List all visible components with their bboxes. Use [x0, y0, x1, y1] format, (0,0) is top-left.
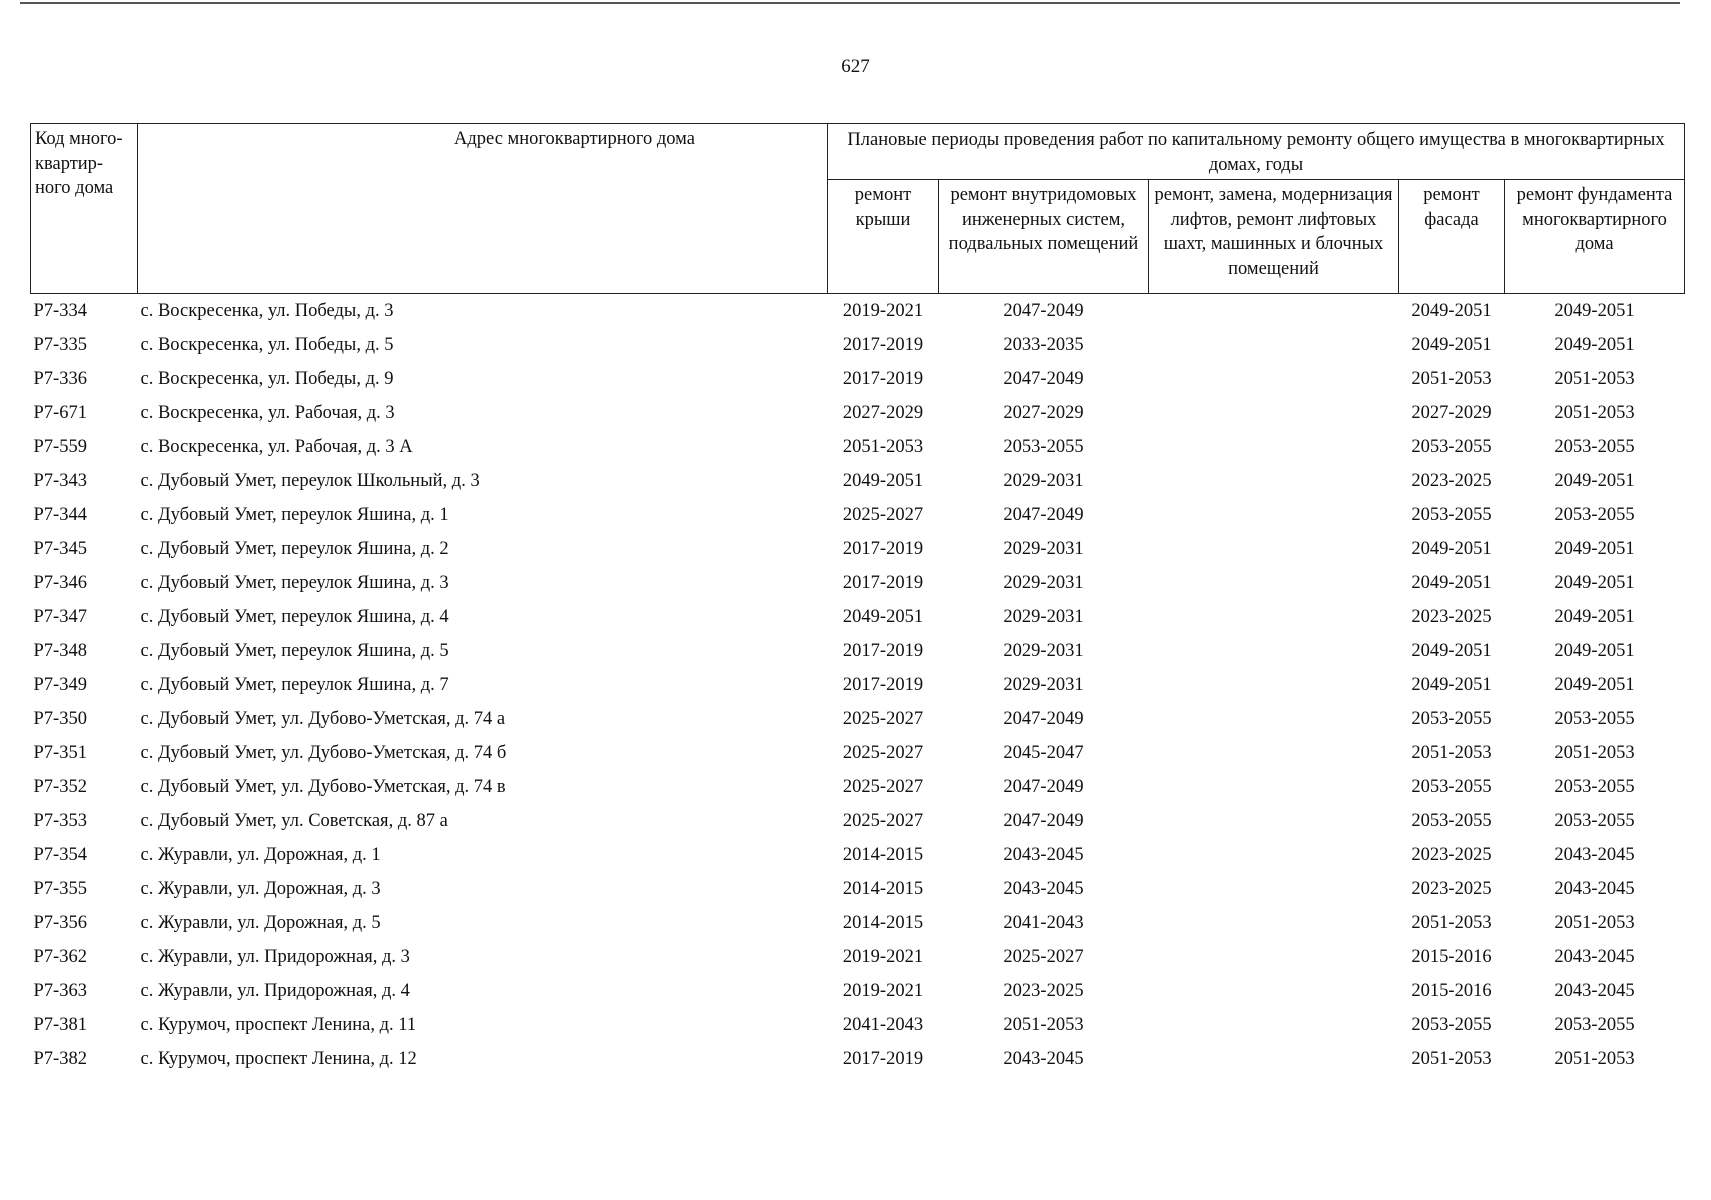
- cell-facade: 2023-2025: [1411, 878, 1492, 899]
- cell-engineering: 2025-2027: [1003, 946, 1084, 967]
- cell-foundation: 2049-2051: [1554, 674, 1635, 695]
- table-row: [31, 906, 1685, 940]
- cell-address: с. Дубовый Умет, переулок Яшина, д. 4: [140, 606, 449, 627]
- cell-roof: 2017-2019: [842, 640, 924, 661]
- cell-address: с. Журавли, ул. Придорожная, д. 3: [140, 946, 410, 967]
- cell-code: P7-335: [33, 334, 87, 355]
- cell-code: P7-349: [33, 674, 87, 695]
- cell-code: P7-381: [33, 1014, 87, 1035]
- cell-facade: 2049-2051: [1411, 674, 1492, 695]
- table-row: [31, 1042, 1685, 1076]
- cell-facade: 2049-2051: [1411, 640, 1492, 661]
- cell-elevators: [1149, 668, 1399, 702]
- cell-facade: 2051-2053: [1411, 368, 1492, 389]
- cell-address: с. Журавли, ул. Дорожная, д. 3: [140, 878, 381, 899]
- cell-code: P7-353: [33, 810, 87, 831]
- cell-roof: 2019-2021: [842, 946, 924, 967]
- table-row: [31, 430, 1685, 464]
- cell-elevators: [1149, 328, 1399, 362]
- cell-foundation: 2043-2045: [1554, 980, 1635, 1001]
- cell-engineering: 2047-2049: [1003, 776, 1084, 797]
- cell-code: P7-336: [33, 368, 87, 389]
- cell-foundation: 2043-2045: [1554, 844, 1635, 865]
- header-periods-group: Плановые периоды проведения работ по капитальному ремонту общего имущества в многоквартирных домах, годы: [828, 124, 1685, 180]
- cell-roof: 2019-2021: [842, 980, 924, 1001]
- cell-roof: 2025-2027: [842, 810, 924, 831]
- cell-code: P7-350: [33, 708, 87, 729]
- cell-foundation: 2049-2051: [1554, 640, 1635, 661]
- cell-address: с. Журавли, ул. Дорожная, д. 5: [140, 912, 381, 933]
- cell-elevators: [1149, 736, 1399, 770]
- cell-code: P7-348: [33, 640, 87, 661]
- header-engineering: ремонт внутридомовых инженерных систем, подвальных помещений: [939, 180, 1149, 294]
- header-facade: ремонт фасада: [1399, 180, 1505, 294]
- cell-foundation: 2051-2053: [1554, 1048, 1635, 1069]
- cell-address: с. Журавли, ул. Дорожная, д. 1: [140, 844, 381, 865]
- cell-address: с. Дубовый Умет, ул. Дубово-Уметская, д. 74 а: [140, 708, 506, 729]
- cell-roof: 2025-2027: [842, 504, 924, 525]
- cell-code: P7-671: [33, 402, 87, 423]
- cell-engineering: 2045-2047: [1003, 742, 1084, 763]
- cell-address: с. Воскресенка, ул. Победы, д. 3: [140, 300, 394, 321]
- cell-elevators: [1149, 634, 1399, 668]
- cell-elevators: [1149, 464, 1399, 498]
- cell-roof: 2041-2043: [842, 1014, 924, 1035]
- cell-address: с. Воскресенка, ул. Победы, д. 9: [140, 368, 394, 389]
- cell-facade: 2053-2055: [1411, 708, 1492, 729]
- table-row: [31, 736, 1685, 770]
- cell-foundation: 2051-2053: [1554, 368, 1635, 389]
- cell-code: P7-347: [33, 606, 87, 627]
- cell-elevators: [1149, 1042, 1399, 1076]
- cell-roof: 2017-2019: [842, 572, 924, 593]
- cell-roof: 2025-2027: [842, 776, 924, 797]
- header-code: [31, 124, 138, 294]
- cell-roof: 2014-2015: [842, 912, 924, 933]
- cell-roof: 2051-2053: [842, 436, 924, 457]
- cell-elevators: [1149, 702, 1399, 736]
- cell-engineering: 2043-2045: [1003, 878, 1084, 899]
- cell-elevators: [1149, 974, 1399, 1008]
- cell-engineering: 2047-2049: [1003, 504, 1084, 525]
- table-body: [31, 294, 1685, 1077]
- cell-engineering: 2053-2055: [1003, 436, 1084, 457]
- cell-roof: 2025-2027: [842, 742, 924, 763]
- cell-foundation: 2049-2051: [1554, 470, 1635, 491]
- table-row: [31, 668, 1685, 702]
- cell-facade: 2023-2025: [1411, 606, 1492, 627]
- cell-foundation: 2049-2051: [1554, 334, 1635, 355]
- cell-code: P7-345: [33, 538, 87, 559]
- cell-engineering: 2027-2029: [1003, 402, 1084, 423]
- cell-facade: 2023-2025: [1411, 844, 1492, 865]
- table-row: [31, 532, 1685, 566]
- table-row: [31, 464, 1685, 498]
- cell-address: с. Дубовый Умет, переулок Яшина, д. 1: [140, 504, 449, 525]
- table-row: [31, 362, 1685, 396]
- cell-facade: 2049-2051: [1411, 334, 1492, 355]
- header-roof: ремонт крыши: [828, 180, 939, 294]
- table-row: [31, 498, 1685, 532]
- cell-engineering: 2029-2031: [1003, 470, 1084, 491]
- cell-foundation: 2053-2055: [1554, 810, 1635, 831]
- cell-facade: 2053-2055: [1411, 436, 1492, 457]
- cell-facade: 2049-2051: [1411, 300, 1492, 321]
- cell-engineering: 2047-2049: [1003, 368, 1084, 389]
- cell-foundation: 2053-2055: [1554, 1014, 1635, 1035]
- cell-engineering: 2043-2045: [1003, 1048, 1084, 1069]
- cell-code: P7-382: [33, 1048, 87, 1069]
- cell-roof: 2014-2015: [842, 844, 924, 865]
- cell-code: P7-344: [33, 504, 87, 525]
- header-foundation: ремонт фундамента многоквартирного дома: [1505, 180, 1685, 294]
- cell-elevators: [1149, 872, 1399, 906]
- table-row: [31, 770, 1685, 804]
- cell-elevators: [1149, 294, 1399, 329]
- cell-address: с. Воскресенка, ул. Рабочая, д. 3 А: [140, 436, 413, 457]
- cell-code: P7-343: [33, 470, 87, 491]
- table-header: [31, 124, 1685, 294]
- cell-facade: 2051-2053: [1411, 1048, 1492, 1069]
- cell-facade: 2051-2053: [1411, 742, 1492, 763]
- header-elevators: ремонт, замена, модернизация лифтов, ремонт лифтовых шахт, машинных и блочных помещений: [1149, 180, 1399, 294]
- cell-facade: 2027-2029: [1411, 402, 1492, 423]
- cell-roof: 2014-2015: [842, 878, 924, 899]
- table-row: [31, 940, 1685, 974]
- cell-code: P7-559: [33, 436, 87, 457]
- cell-code: P7-351: [33, 742, 87, 763]
- cell-roof: 2017-2019: [842, 674, 924, 695]
- cell-elevators: [1149, 1008, 1399, 1042]
- table-row: [31, 1008, 1685, 1042]
- cell-address: с. Воскресенка, ул. Рабочая, д. 3: [140, 402, 395, 423]
- cell-address: с. Дубовый Умет, ул. Дубово-Уметская, д. 74 б: [140, 742, 507, 763]
- cell-address: с. Дубовый Умет, ул. Дубово-Уметская, д. 74 в: [140, 776, 506, 797]
- cell-engineering: 2029-2031: [1003, 640, 1084, 661]
- cell-facade: 2053-2055: [1411, 776, 1492, 797]
- table-row: [31, 328, 1685, 362]
- table-row: [31, 804, 1685, 838]
- cell-elevators: [1149, 566, 1399, 600]
- cell-code: P7-354: [33, 844, 87, 865]
- cell-code: P7-362: [33, 946, 87, 967]
- cell-engineering: 2029-2031: [1003, 538, 1084, 559]
- header-address: Адрес многоквартирного дома: [138, 124, 828, 294]
- cell-code: P7-334: [33, 300, 87, 321]
- table-row: [31, 974, 1685, 1008]
- cell-address: с. Воскресенка, ул. Победы, д. 5: [140, 334, 394, 355]
- cell-roof: 2049-2051: [842, 606, 924, 627]
- cell-address: с. Дубовый Умет, переулок Яшина, д. 7: [140, 674, 449, 695]
- cell-engineering: 2023-2025: [1003, 980, 1084, 1001]
- cell-address: с. Дубовый Умет, переулок Яшина, д. 5: [140, 640, 449, 661]
- cell-elevators: [1149, 396, 1399, 430]
- header-code-text: Код много-квартир-ного дома: [35, 129, 123, 198]
- table-row: [31, 600, 1685, 634]
- cell-facade: 2049-2051: [1411, 572, 1492, 593]
- cell-roof: 2017-2019: [842, 538, 924, 559]
- cell-roof: 2049-2051: [842, 470, 924, 491]
- cell-facade: 2053-2055: [1411, 504, 1492, 525]
- cell-code: P7-352: [33, 776, 87, 797]
- cell-foundation: 2049-2051: [1554, 606, 1635, 627]
- cell-engineering: 2047-2049: [1003, 810, 1084, 831]
- cell-foundation: 2053-2055: [1554, 504, 1635, 525]
- cell-foundation: 2051-2053: [1554, 402, 1635, 423]
- cell-code: P7-363: [33, 980, 87, 1001]
- repair-schedule-table: [30, 123, 1685, 1076]
- cell-foundation: 2049-2051: [1554, 538, 1635, 559]
- top-rule: [20, 2, 1680, 4]
- table-row: [31, 294, 1685, 329]
- cell-address: с. Курумоч, проспект Ленина, д. 12: [140, 1048, 417, 1069]
- cell-engineering: 2041-2043: [1003, 912, 1084, 933]
- table-row: [31, 566, 1685, 600]
- cell-code: P7-356: [33, 912, 87, 933]
- cell-foundation: 2051-2053: [1554, 742, 1635, 763]
- table-row: [31, 702, 1685, 736]
- cell-foundation: 2043-2045: [1554, 878, 1635, 899]
- cell-elevators: [1149, 600, 1399, 634]
- cell-foundation: 2049-2051: [1554, 300, 1635, 321]
- cell-address: с. Дубовый Умет, переулок Яшина, д. 2: [140, 538, 449, 559]
- cell-roof: 2017-2019: [842, 1048, 924, 1069]
- cell-facade: 2015-2016: [1411, 980, 1492, 1001]
- cell-engineering: 2047-2049: [1003, 708, 1084, 729]
- cell-address: с. Журавли, ул. Придорожная, д. 4: [140, 980, 410, 1001]
- cell-facade: 2015-2016: [1411, 946, 1492, 967]
- cell-elevators: [1149, 362, 1399, 396]
- cell-engineering: 2051-2053: [1003, 1014, 1084, 1035]
- cell-engineering: 2033-2035: [1003, 334, 1084, 355]
- cell-address: с. Курумоч, проспект Ленина, д. 11: [140, 1014, 417, 1035]
- cell-elevators: [1149, 838, 1399, 872]
- cell-elevators: [1149, 804, 1399, 838]
- cell-address: с. Дубовый Умет, ул. Советская, д. 87 а: [140, 810, 448, 831]
- cell-roof: 2025-2027: [842, 708, 924, 729]
- cell-facade: 2049-2051: [1411, 538, 1492, 559]
- table-row: [31, 634, 1685, 668]
- cell-elevators: [1149, 940, 1399, 974]
- cell-foundation: 2049-2051: [1554, 572, 1635, 593]
- cell-code: P7-346: [33, 572, 87, 593]
- cell-facade: 2053-2055: [1411, 810, 1492, 831]
- cell-address: с. Дубовый Умет, переулок Яшина, д. 3: [140, 572, 449, 593]
- cell-engineering: 2029-2031: [1003, 572, 1084, 593]
- cell-foundation: 2053-2055: [1554, 776, 1635, 797]
- cell-facade: 2053-2055: [1411, 1014, 1492, 1035]
- table-row: [31, 396, 1685, 430]
- cell-elevators: [1149, 906, 1399, 940]
- cell-address: с. Дубовый Умет, переулок Школьный, д. 3: [140, 470, 480, 491]
- cell-elevators: [1149, 770, 1399, 804]
- cell-foundation: 2043-2045: [1554, 946, 1635, 967]
- cell-elevators: [1149, 430, 1399, 464]
- cell-engineering: 2029-2031: [1003, 674, 1084, 695]
- table-row: [31, 872, 1685, 906]
- cell-engineering: 2029-2031: [1003, 606, 1084, 627]
- cell-foundation: 2053-2055: [1554, 436, 1635, 457]
- cell-elevators: [1149, 498, 1399, 532]
- cell-code: P7-355: [33, 878, 87, 899]
- cell-elevators: [1149, 532, 1399, 566]
- cell-engineering: 2047-2049: [1003, 300, 1084, 321]
- cell-foundation: 2053-2055: [1554, 708, 1635, 729]
- cell-engineering: 2043-2045: [1003, 844, 1084, 865]
- cell-facade: 2023-2025: [1411, 470, 1492, 491]
- cell-roof: 2019-2021: [842, 300, 924, 321]
- cell-roof: 2027-2029: [842, 402, 924, 423]
- cell-foundation: 2051-2053: [1554, 912, 1635, 933]
- cell-roof: 2017-2019: [842, 334, 924, 355]
- table-row: [31, 838, 1685, 872]
- page-number: 627: [841, 56, 870, 77]
- cell-facade: 2051-2053: [1411, 912, 1492, 933]
- cell-roof: 2017-2019: [842, 368, 924, 389]
